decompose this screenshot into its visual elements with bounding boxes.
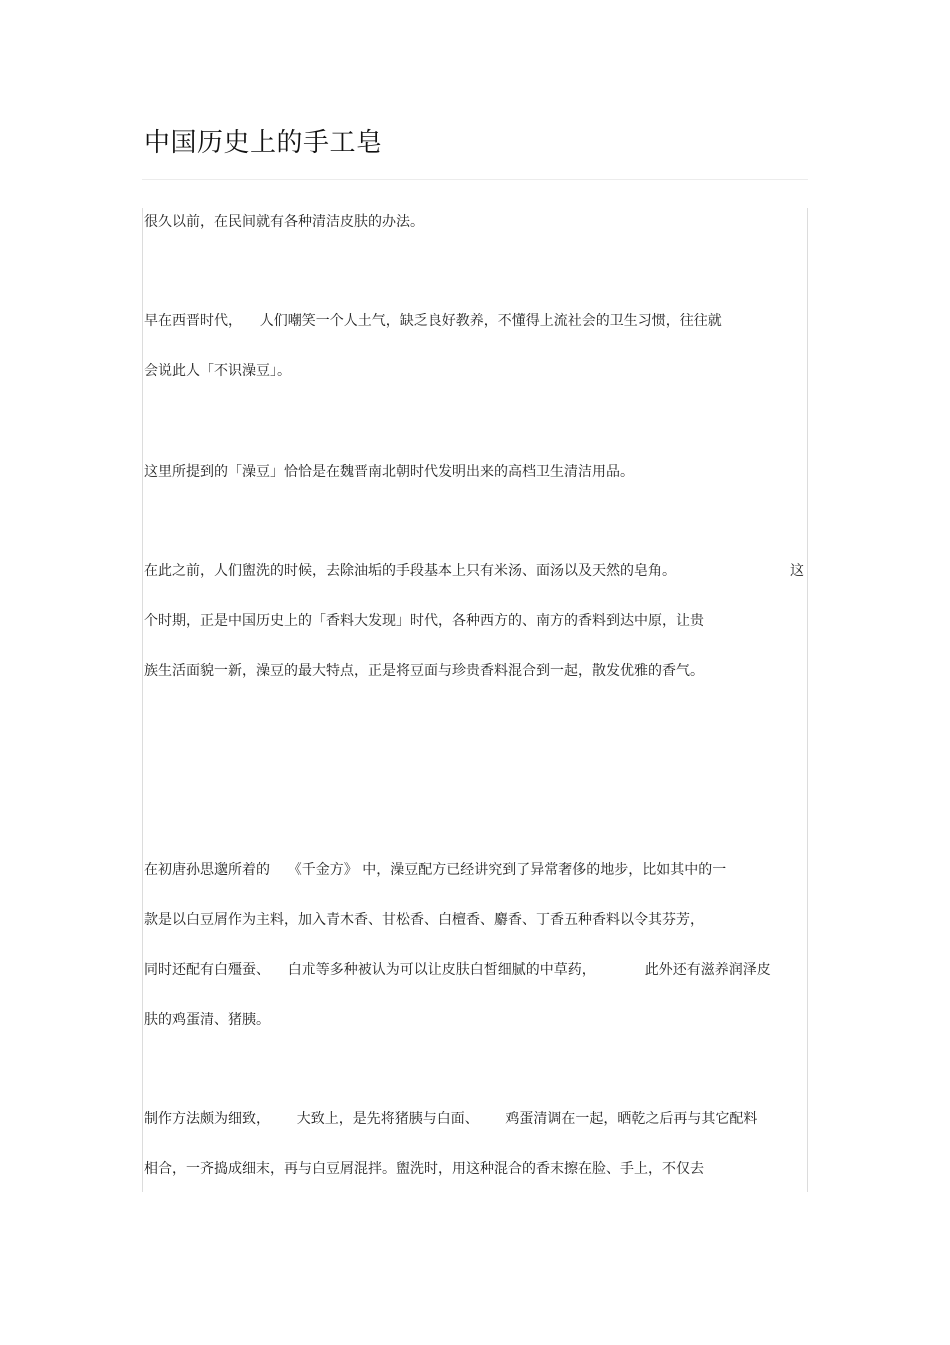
paragraph-line: 这 (790, 563, 804, 579)
paragraph-line: 会说此人「不识澡豆」。 (144, 363, 291, 379)
paragraph-line: 早在西晋时代， 人们嘲笑一个人土气，缺乏良好教养，不懂得上流社会的卫生习惯，往往就 (144, 313, 722, 329)
paragraph-line: 同时还配有白殭蚕、 白朮等多种被认为可以让皮肤白皙细腻的中草药， 此外还有滋养润泽皮 (144, 962, 771, 978)
paragraph-line: 相合，一齐捣成细末，再与白豆屑混拌。盥洗时，用这种混合的香末擦在脸、手上，不仅去 (144, 1161, 704, 1177)
paragraph-line: 这里所提到的「澡豆」恰恰是在魏晋南北朝时代发明出来的高档卫生清洁用品。 (144, 464, 634, 480)
title-divider (142, 179, 808, 180)
paragraph-line: 在初唐孙思邈所着的 《千金方》 中，澡豆配方已经讲究到了异常奢侈的地步，比如其中的一 (144, 862, 727, 878)
page-title: 中国历史上的手工皂 (144, 128, 383, 158)
paragraph-line: 族生活面貌一新，澡豆的最大特点，正是将豆面与珍贵香料混合到一起，散发优雅的香气。 (144, 663, 704, 679)
paragraph-line: 很久以前，在民间就有各种清洁皮肤的办法。 (144, 214, 424, 230)
paragraph-line: 个时期，正是中国历史上的「香料大发现」时代，各种西方的、南方的香料到达中原，让贵 (144, 613, 704, 629)
paragraph-line: 款是以白豆屑作为主料，加入青木香、甘松香、白檀香、麝香、丁香五种香料以令其芬芳， (144, 912, 704, 928)
content-frame (142, 208, 808, 1192)
paragraph-line: 制作方法颇为细致， 大致上，是先将猪胰与白面、 鸡蛋清调在一起，晒乾之后再与其它配料 (144, 1111, 758, 1127)
paragraph-line: 在此之前，人们盥洗的时候，去除油垢的手段基本上只有米汤、面汤以及天然的皂角。 (144, 563, 676, 579)
paragraph-line: 肤的鸡蛋清、猪胰。 (144, 1012, 270, 1028)
